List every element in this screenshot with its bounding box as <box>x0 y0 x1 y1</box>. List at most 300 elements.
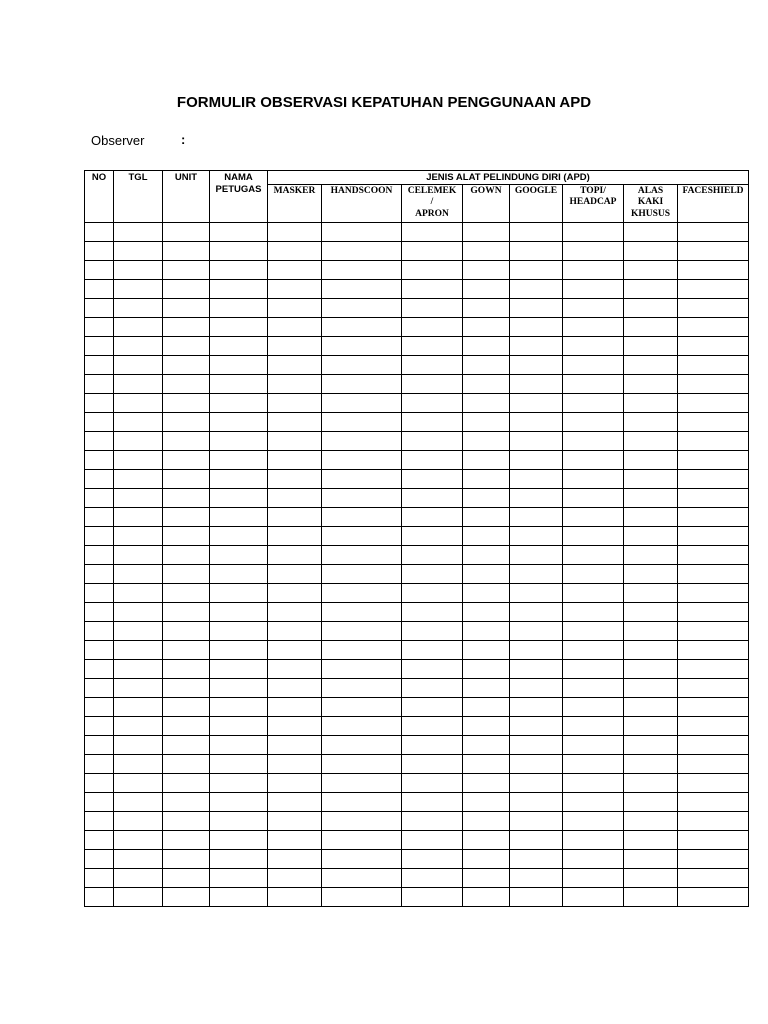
cell-celemek <box>402 811 463 830</box>
cell-celemek <box>402 564 463 583</box>
cell-masker <box>268 583 322 602</box>
cell-unit <box>163 374 210 393</box>
table-row <box>85 488 749 507</box>
cell-unit <box>163 298 210 317</box>
cell-handscoon <box>322 222 402 241</box>
header-alas-line1: ALAS <box>637 185 664 196</box>
table-row <box>85 868 749 887</box>
cell-unit <box>163 849 210 868</box>
header-tgl-label: TGL <box>128 172 148 183</box>
cell-nama <box>210 545 268 564</box>
cell-gown <box>463 545 510 564</box>
cell-unit <box>163 488 210 507</box>
cell-gown <box>463 564 510 583</box>
cell-topi <box>563 792 624 811</box>
cell-unit <box>163 678 210 697</box>
cell-faceshield <box>678 374 749 393</box>
cell-topi <box>563 222 624 241</box>
cell-handscoon <box>322 241 402 260</box>
cell-topi <box>563 431 624 450</box>
table-row <box>85 241 749 260</box>
cell-no <box>85 564 114 583</box>
cell-alas <box>624 374 678 393</box>
cell-masker <box>268 602 322 621</box>
cell-alas <box>624 830 678 849</box>
cell-no <box>85 526 114 545</box>
cell-handscoon <box>322 279 402 298</box>
cell-faceshield <box>678 279 749 298</box>
table-body <box>85 222 749 906</box>
header-topi-headcap <box>563 184 624 222</box>
table-row <box>85 602 749 621</box>
cell-nama <box>210 298 268 317</box>
cell-gown <box>463 431 510 450</box>
cell-google <box>510 659 563 678</box>
cell-no <box>85 887 114 906</box>
cell-celemek <box>402 583 463 602</box>
header-topi-line2: HEADCAP <box>569 197 617 207</box>
cell-gown <box>463 849 510 868</box>
cell-gown <box>463 659 510 678</box>
cell-faceshield <box>678 545 749 564</box>
cell-nama <box>210 716 268 735</box>
cell-handscoon <box>322 640 402 659</box>
cell-alas <box>624 222 678 241</box>
cell-faceshield <box>678 602 749 621</box>
cell-alas <box>624 887 678 906</box>
cell-tgl <box>114 336 163 355</box>
cell-no <box>85 355 114 374</box>
cell-alas <box>624 336 678 355</box>
cell-masker <box>268 811 322 830</box>
cell-unit <box>163 830 210 849</box>
header-nama-petugas <box>210 171 268 223</box>
cell-nama <box>210 412 268 431</box>
cell-alas <box>624 450 678 469</box>
cell-no <box>85 412 114 431</box>
cell-tgl <box>114 222 163 241</box>
observer-label: Observer <box>91 133 145 148</box>
observer-colon: : <box>181 132 186 147</box>
cell-no <box>85 374 114 393</box>
cell-celemek <box>402 317 463 336</box>
cell-alas <box>624 735 678 754</box>
cell-google <box>510 773 563 792</box>
cell-nama <box>210 241 268 260</box>
cell-tgl <box>114 887 163 906</box>
cell-tgl <box>114 298 163 317</box>
cell-masker <box>268 222 322 241</box>
cell-gown <box>463 450 510 469</box>
header-tgl <box>114 171 163 223</box>
cell-celemek <box>402 241 463 260</box>
cell-topi <box>563 526 624 545</box>
cell-unit <box>163 735 210 754</box>
header-handscoon-label: HANDSCOON <box>330 185 393 196</box>
cell-no <box>85 450 114 469</box>
table-row <box>85 716 749 735</box>
cell-google <box>510 469 563 488</box>
cell-google <box>510 830 563 849</box>
cell-unit <box>163 811 210 830</box>
cell-celemek <box>402 640 463 659</box>
cell-no <box>85 830 114 849</box>
cell-faceshield <box>678 336 749 355</box>
cell-alas <box>624 659 678 678</box>
cell-google <box>510 260 563 279</box>
cell-handscoon <box>322 678 402 697</box>
cell-handscoon <box>322 336 402 355</box>
cell-gown <box>463 393 510 412</box>
cell-celemek <box>402 336 463 355</box>
cell-masker <box>268 374 322 393</box>
header-apd-group-label: JENIS ALAT PELINDUNG DIRI (APD) <box>426 172 590 183</box>
cell-tgl <box>114 678 163 697</box>
cell-topi <box>563 336 624 355</box>
cell-gown <box>463 241 510 260</box>
cell-tgl <box>114 640 163 659</box>
cell-unit <box>163 621 210 640</box>
cell-celemek <box>402 754 463 773</box>
cell-faceshield <box>678 355 749 374</box>
cell-unit <box>163 450 210 469</box>
observation-table <box>84 170 749 907</box>
cell-faceshield <box>678 697 749 716</box>
header-faceshield-label: FACESHIELD <box>682 185 744 196</box>
cell-tgl <box>114 868 163 887</box>
cell-masker <box>268 336 322 355</box>
cell-no <box>85 678 114 697</box>
table-row <box>85 412 749 431</box>
cell-gown <box>463 526 510 545</box>
cell-tgl <box>114 792 163 811</box>
cell-nama <box>210 678 268 697</box>
header-masker-label: MASKER <box>273 185 316 196</box>
cell-unit <box>163 241 210 260</box>
cell-handscoon <box>322 488 402 507</box>
table-row <box>85 640 749 659</box>
cell-faceshield <box>678 735 749 754</box>
cell-alas <box>624 564 678 583</box>
cell-gown <box>463 716 510 735</box>
cell-google <box>510 792 563 811</box>
cell-unit <box>163 469 210 488</box>
cell-tgl <box>114 450 163 469</box>
cell-handscoon <box>322 583 402 602</box>
cell-celemek <box>402 526 463 545</box>
cell-alas <box>624 811 678 830</box>
cell-handscoon <box>322 830 402 849</box>
cell-google <box>510 336 563 355</box>
cell-nama <box>210 488 268 507</box>
cell-no <box>85 773 114 792</box>
cell-unit <box>163 754 210 773</box>
cell-handscoon <box>322 393 402 412</box>
cell-topi <box>563 621 624 640</box>
cell-no <box>85 241 114 260</box>
cell-google <box>510 526 563 545</box>
cell-google <box>510 241 563 260</box>
cell-gown <box>463 640 510 659</box>
cell-masker <box>268 412 322 431</box>
cell-gown <box>463 602 510 621</box>
cell-google <box>510 716 563 735</box>
cell-faceshield <box>678 830 749 849</box>
cell-nama <box>210 222 268 241</box>
cell-gown <box>463 754 510 773</box>
cell-masker <box>268 640 322 659</box>
cell-tgl <box>114 317 163 336</box>
cell-masker <box>268 279 322 298</box>
cell-celemek <box>402 260 463 279</box>
cell-masker <box>268 773 322 792</box>
cell-gown <box>463 507 510 526</box>
cell-nama <box>210 735 268 754</box>
cell-masker <box>268 431 322 450</box>
cell-celemek <box>402 488 463 507</box>
cell-alas <box>624 602 678 621</box>
cell-nama <box>210 849 268 868</box>
cell-handscoon <box>322 431 402 450</box>
cell-alas <box>624 431 678 450</box>
cell-topi <box>563 868 624 887</box>
cell-faceshield <box>678 564 749 583</box>
header-gown-label: GOWN <box>470 185 502 196</box>
cell-alas <box>624 469 678 488</box>
cell-celemek <box>402 716 463 735</box>
cell-tgl <box>114 621 163 640</box>
cell-unit <box>163 564 210 583</box>
cell-tgl <box>114 735 163 754</box>
table-row <box>85 697 749 716</box>
cell-no <box>85 298 114 317</box>
cell-gown <box>463 317 510 336</box>
cell-faceshield <box>678 260 749 279</box>
cell-handscoon <box>322 260 402 279</box>
cell-masker <box>268 754 322 773</box>
cell-alas <box>624 773 678 792</box>
header-alas-line3: KHUSUS <box>630 208 671 219</box>
cell-no <box>85 868 114 887</box>
cell-masker <box>268 450 322 469</box>
cell-handscoon <box>322 317 402 336</box>
cell-alas <box>624 355 678 374</box>
cell-gown <box>463 374 510 393</box>
cell-google <box>510 488 563 507</box>
table-row <box>85 583 749 602</box>
cell-nama <box>210 564 268 583</box>
cell-topi <box>563 279 624 298</box>
header-alas-line2: KAKI <box>637 197 664 207</box>
cell-alas <box>624 640 678 659</box>
cell-handscoon <box>322 602 402 621</box>
cell-faceshield <box>678 488 749 507</box>
table-row <box>85 336 749 355</box>
cell-handscoon <box>322 469 402 488</box>
cell-alas <box>624 697 678 716</box>
table-row <box>85 811 749 830</box>
cell-tgl <box>114 830 163 849</box>
cell-no <box>85 279 114 298</box>
cell-faceshield <box>678 773 749 792</box>
table-row <box>85 279 749 298</box>
cell-topi <box>563 450 624 469</box>
cell-handscoon <box>322 773 402 792</box>
cell-celemek <box>402 887 463 906</box>
cell-tgl <box>114 526 163 545</box>
cell-celemek <box>402 545 463 564</box>
cell-no <box>85 811 114 830</box>
cell-alas <box>624 488 678 507</box>
cell-nama <box>210 621 268 640</box>
cell-topi <box>563 678 624 697</box>
cell-google <box>510 545 563 564</box>
cell-topi <box>563 469 624 488</box>
cell-google <box>510 431 563 450</box>
cell-google <box>510 355 563 374</box>
cell-nama <box>210 317 268 336</box>
cell-alas <box>624 412 678 431</box>
cell-google <box>510 279 563 298</box>
cell-google <box>510 222 563 241</box>
cell-nama <box>210 374 268 393</box>
cell-handscoon <box>322 735 402 754</box>
cell-topi <box>563 583 624 602</box>
cell-google <box>510 602 563 621</box>
table-row <box>85 621 749 640</box>
cell-nama <box>210 279 268 298</box>
cell-topi <box>563 393 624 412</box>
cell-topi <box>563 507 624 526</box>
cell-faceshield <box>678 469 749 488</box>
cell-masker <box>268 488 322 507</box>
cell-nama <box>210 811 268 830</box>
cell-nama <box>210 583 268 602</box>
cell-celemek <box>402 279 463 298</box>
cell-alas <box>624 678 678 697</box>
cell-unit <box>163 526 210 545</box>
cell-google <box>510 621 563 640</box>
cell-no <box>85 222 114 241</box>
header-google-label: GOOGLE <box>514 185 558 196</box>
cell-no <box>85 735 114 754</box>
table-row <box>85 450 749 469</box>
cell-alas <box>624 393 678 412</box>
cell-handscoon <box>322 450 402 469</box>
cell-nama <box>210 887 268 906</box>
cell-unit <box>163 583 210 602</box>
cell-tgl <box>114 811 163 830</box>
header-topi-line1: TOPI/ <box>580 185 606 196</box>
cell-celemek <box>402 678 463 697</box>
cell-tgl <box>114 374 163 393</box>
cell-faceshield <box>678 792 749 811</box>
cell-topi <box>563 545 624 564</box>
table-row <box>85 887 749 906</box>
cell-no <box>85 659 114 678</box>
table-row <box>85 469 749 488</box>
cell-faceshield <box>678 887 749 906</box>
cell-masker <box>268 355 322 374</box>
cell-alas <box>624 849 678 868</box>
cell-celemek <box>402 868 463 887</box>
cell-alas <box>624 583 678 602</box>
cell-unit <box>163 507 210 526</box>
cell-no <box>85 602 114 621</box>
header-google <box>510 184 563 222</box>
cell-google <box>510 868 563 887</box>
cell-handscoon <box>322 412 402 431</box>
cell-masker <box>268 260 322 279</box>
cell-masker <box>268 868 322 887</box>
cell-masker <box>268 659 322 678</box>
cell-no <box>85 336 114 355</box>
cell-celemek <box>402 222 463 241</box>
cell-faceshield <box>678 583 749 602</box>
header-nama-line1: NAMA <box>224 172 253 183</box>
cell-no <box>85 545 114 564</box>
cell-tgl <box>114 602 163 621</box>
cell-handscoon <box>322 659 402 678</box>
cell-google <box>510 735 563 754</box>
cell-topi <box>563 659 624 678</box>
cell-celemek <box>402 792 463 811</box>
header-celemek-apron <box>402 184 463 222</box>
cell-faceshield <box>678 621 749 640</box>
cell-gown <box>463 697 510 716</box>
cell-celemek <box>402 697 463 716</box>
cell-gown <box>463 222 510 241</box>
cell-faceshield <box>678 393 749 412</box>
cell-tgl <box>114 507 163 526</box>
cell-topi <box>563 640 624 659</box>
cell-masker <box>268 507 322 526</box>
cell-gown <box>463 887 510 906</box>
cell-no <box>85 792 114 811</box>
cell-faceshield <box>678 811 749 830</box>
cell-handscoon <box>322 374 402 393</box>
cell-no <box>85 697 114 716</box>
cell-faceshield <box>678 222 749 241</box>
cell-google <box>510 697 563 716</box>
cell-masker <box>268 849 322 868</box>
cell-faceshield <box>678 659 749 678</box>
cell-celemek <box>402 412 463 431</box>
cell-unit <box>163 336 210 355</box>
cell-gown <box>463 830 510 849</box>
cell-gown <box>463 583 510 602</box>
cell-alas <box>624 868 678 887</box>
cell-faceshield <box>678 241 749 260</box>
cell-no <box>85 507 114 526</box>
cell-faceshield <box>678 716 749 735</box>
cell-nama <box>210 469 268 488</box>
cell-tgl <box>114 849 163 868</box>
cell-topi <box>563 697 624 716</box>
cell-topi <box>563 716 624 735</box>
cell-faceshield <box>678 526 749 545</box>
cell-unit <box>163 431 210 450</box>
cell-handscoon <box>322 849 402 868</box>
cell-gown <box>463 412 510 431</box>
header-handscoon <box>322 184 402 222</box>
table-row <box>85 849 749 868</box>
cell-faceshield <box>678 450 749 469</box>
cell-faceshield <box>678 754 749 773</box>
cell-celemek <box>402 830 463 849</box>
cell-faceshield <box>678 640 749 659</box>
cell-gown <box>463 621 510 640</box>
